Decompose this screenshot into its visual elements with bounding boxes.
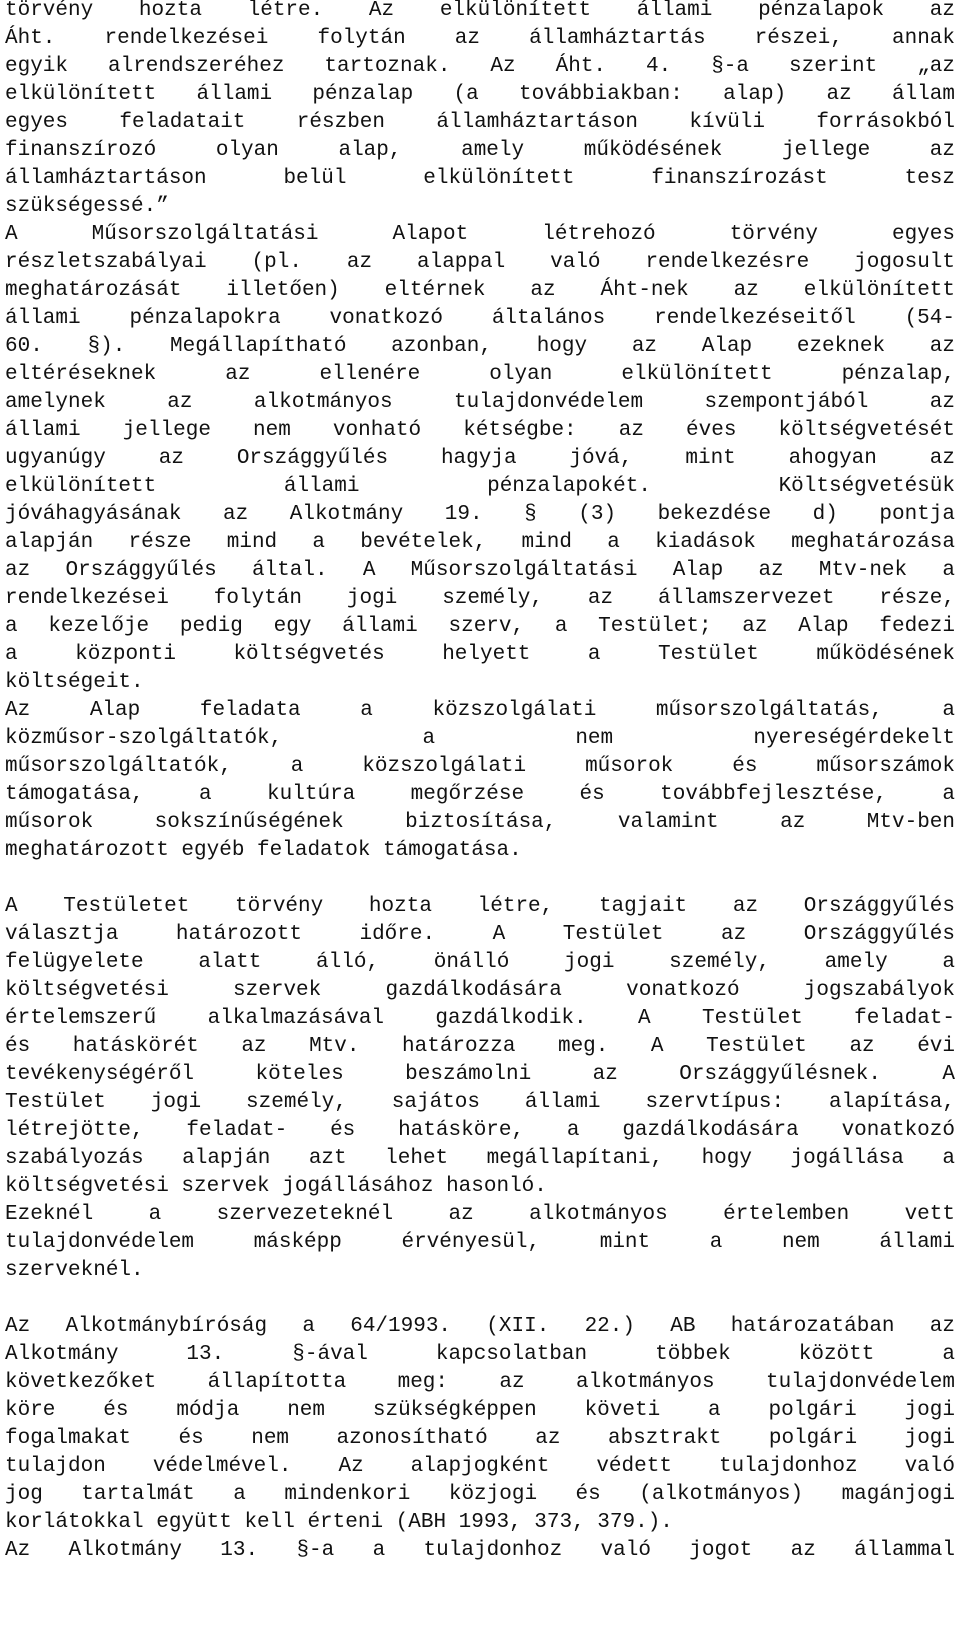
- text-line: szükségessé.”: [5, 195, 169, 218]
- text-line: Az Alap feladata a közszolgálati műsorszolgáltatás, a: [5, 699, 955, 722]
- text-line: és hatáskörét az Mtv. határozza meg. A Testület az évi: [5, 1035, 955, 1058]
- text-line: szerveknél.: [5, 1259, 144, 1282]
- text-line: fogalmakat és nem azonosítható az absztrakt polgári jogi: [5, 1427, 955, 1450]
- text-line: értelemszerű alkalmazásával gazdálkodik. A Testület feladat-: [5, 1007, 955, 1030]
- text-line: alapján része mind a bevételek, mind a kiadások meghatározása: [5, 531, 955, 554]
- text-line: következőket állapította meg: az alkotmányos tulajdonvédelem: [5, 1371, 955, 1394]
- text-line: műsorok sokszínűségének biztosítása, valamint az Mtv-ben: [5, 811, 955, 834]
- text-line: eltéréseknek az ellenére olyan elkülönített pénzalap,: [5, 363, 955, 386]
- text-line: rendelkezései folytán jogi személy, az államszervezet része,: [5, 587, 955, 610]
- text-line: egyik alrendszeréhez tartoznak. Az Áht. 4. §-a szerint „az: [5, 55, 955, 78]
- text-line: szabályozás alapján azt lehet megállapítani, hogy jogállása a: [5, 1147, 955, 1170]
- text-line: elkülönített állami pénzalap (a továbbiakban: alap) az állam: [5, 83, 955, 106]
- text-line: Az Alkotmánybíróság a 64/1993. (XII. 22.) AB határozatában az: [5, 1315, 955, 1338]
- text-line: államháztartáson belül elkülönített finanszírozást tesz: [5, 167, 955, 190]
- text-line: finanszírozó olyan alap, amely működésének jellege az: [5, 139, 955, 162]
- text-line: A Testületet törvény hozta létre, tagjait az Országgyűlés: [5, 895, 955, 918]
- text-line: tulajdon védelmével. Az alapjogként védett tulajdonhoz való: [5, 1455, 955, 1478]
- text-line: tevékenységéről köteles beszámolni az Országgyűlésnek. A: [5, 1063, 955, 1086]
- text-line: költségvetési szervek jogállásához hasonló.: [5, 1175, 547, 1198]
- text-line: felügyelete alatt álló, önálló jogi személy, amely a: [5, 951, 955, 974]
- text-line: támogatása, a kultúra megőrzése és továbbfejlesztése, a: [5, 783, 955, 806]
- text-line: elkülönített állami pénzalapokét. Költségvetésük: [5, 475, 955, 498]
- text-line: költségvetési szervek gazdálkodására vonatkozó jogszabályok: [5, 979, 955, 1002]
- text-line: amelynek az alkotmányos tulajdonvédelem szempontjából az: [5, 391, 955, 414]
- text-line: Ezeknél a szervezeteknél az alkotmányos értelemben vett: [5, 1203, 955, 1226]
- text-line: korlátokkal együtt kell érteni (ABH 1993, 373, 379.).: [5, 1511, 673, 1534]
- text-line: a központi költségvetés helyett a Testület működésének: [5, 643, 955, 666]
- text-line: az Országgyűlés által. A Műsorszolgáltatási Alap az Mtv-nek a: [5, 559, 955, 582]
- text-line: állami jellege nem vonható kétségbe: az éves költségvetését: [5, 419, 955, 442]
- text-line: létrejötte, feladat- és hatásköre, a gazdálkodására vonatkozó: [5, 1119, 955, 1142]
- text-line: választja határozott időre. A Testület az Országgyűlés: [5, 923, 955, 946]
- text-line: [5, 1285, 955, 1313]
- text-line: A Műsorszolgáltatási Alapot létrehozó törvény egyes: [5, 223, 955, 246]
- text-line: egyes feladatait részben államháztartáson kívüli forrásokból: [5, 111, 955, 134]
- text-line: meghatározott egyéb feladatok támogatása.: [5, 839, 522, 862]
- text-line: a kezelője pedig egy állami szerv, a Testület; az Alap fedezi: [5, 615, 955, 638]
- text-line: állami pénzalapokra vonatkozó általános rendelkezéseitől (54-: [5, 307, 955, 330]
- text-line: Áht. rendelkezései folytán az államháztartás részei, annak: [5, 27, 955, 50]
- text-line: részletszabályai (pl. az alappal való rendelkezésre jogosult: [5, 251, 955, 274]
- text-line: Testület jogi személy, sajátos állami szervtípus: alapítása,: [5, 1091, 955, 1114]
- text-line: közműsor-szolgáltatók, a nem nyereségérdekelt: [5, 727, 955, 750]
- text-line: költségeit.: [5, 671, 144, 694]
- text-line: meghatározását illetően) eltérnek az Áht-nek az elkülönített: [5, 279, 955, 302]
- text-line: [5, 865, 955, 893]
- text-line: jóváhagyásának az Alkotmány 19. § (3) bekezdése d) pontja: [5, 503, 955, 526]
- text-line: tulajdonvédelem másképp érvényesül, mint a nem állami: [5, 1231, 955, 1254]
- text-line: köre és módja nem szükségképpen követi a polgári jogi: [5, 1399, 955, 1422]
- text-line: 60. §). Megállapítható azonban, hogy az Alap ezeknek az: [5, 335, 955, 358]
- text-line: ugyanúgy az Országgyűlés hagyja jóvá, mint ahogyan az: [5, 447, 955, 470]
- text-line: jog tartalmát a mindenkori közjogi és (alkotmányos) magánjogi: [5, 1483, 955, 1506]
- text-line: Az Alkotmány 13. §-a a tulajdonhoz való jogot az állammal: [5, 1539, 955, 1562]
- text-line: törvény hozta létre. Az elkülönített állami pénzalapok az: [5, 0, 955, 22]
- text-line: Alkotmány 13. §-ával kapcsolatban többek között a: [5, 1343, 955, 1366]
- text-line: műsorszolgáltatók, a közszolgálati műsorok és műsorszámok: [5, 755, 955, 778]
